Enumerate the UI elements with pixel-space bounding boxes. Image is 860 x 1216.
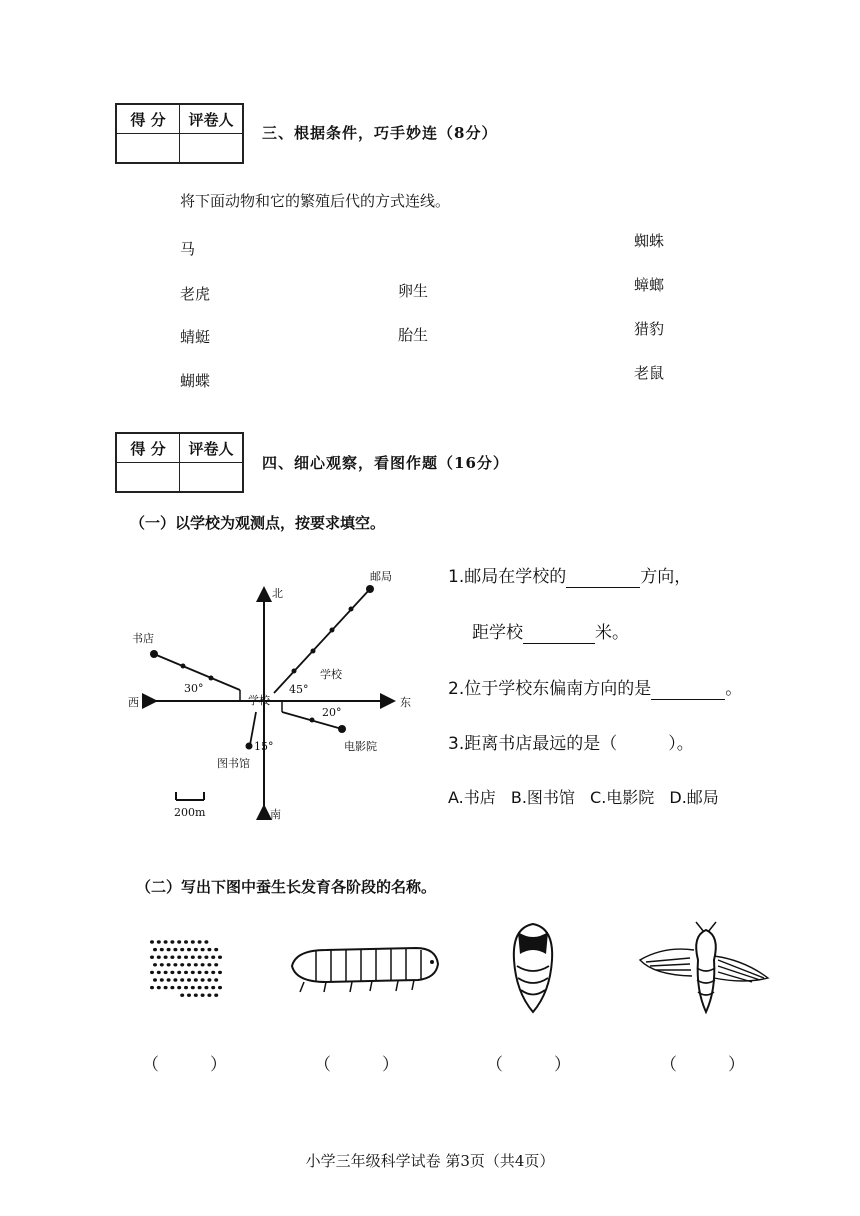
middle-mode: 胎生: [398, 326, 429, 344]
score-label: 得 分: [116, 433, 180, 463]
section4-title: 四、细心观察，看图作题（16分）: [262, 454, 509, 472]
answer-blank-east-south[interactable]: [651, 679, 725, 700]
question-3-options: [448, 785, 719, 808]
part2-heading: （二）写出下图中蚕生长发育各阶段的名称。: [136, 878, 437, 896]
score-cell[interactable]: [116, 463, 180, 493]
pupa-image: [508, 920, 558, 1016]
section3-title: 三、根据条件，巧手妙连（8分）: [262, 124, 498, 142]
label-east: 东: [400, 696, 411, 709]
label-school: 学校: [248, 694, 270, 707]
score-label: 得 分: [116, 104, 180, 134]
option-c[interactable]: C.电影院: [590, 788, 655, 807]
larva-image: [286, 938, 446, 998]
right-animal: 老鼠: [634, 364, 665, 382]
left-animal: 马: [180, 240, 196, 258]
label-cinema: 电影院: [344, 740, 377, 753]
post-office-dot: [366, 585, 374, 593]
score-table-section4: [115, 432, 244, 493]
grader-cell[interactable]: [180, 134, 244, 164]
angle-post: 45°: [289, 683, 309, 696]
right-animal: 蜘蛛: [634, 232, 665, 250]
grader-cell[interactable]: [180, 463, 244, 493]
stage-answer-larva[interactable]: （ ）: [314, 1055, 399, 1075]
moth-image: [634, 920, 774, 1020]
label-north: 北: [272, 587, 283, 600]
option-d[interactable]: D.邮局: [669, 788, 719, 807]
stage-answer-pupa[interactable]: （ ）: [486, 1055, 571, 1075]
option-b[interactable]: B.图书馆: [510, 788, 575, 807]
grader-label: 评卷人: [180, 433, 244, 463]
direction-map: [115, 565, 435, 830]
label-bookstore: 书店: [132, 632, 154, 645]
left-animal: 老虎: [180, 285, 211, 303]
score-table-section3: [115, 103, 244, 164]
page-footer: 小学三年级科学试卷 第3页（共4页）: [305, 1152, 555, 1170]
label-south: 南: [270, 808, 281, 821]
answer-blank-direction[interactable]: [566, 567, 640, 588]
question-1b: 距学校 米。: [472, 623, 629, 643]
cinema-dot: [338, 725, 346, 733]
stage-answer-eggs[interactable]: （ ）: [142, 1055, 227, 1075]
left-animal: 蜻蜓: [180, 328, 211, 346]
right-animal: 蟑螂: [634, 276, 665, 294]
question-1a: 1.邮局在学校的 方向，: [448, 567, 692, 587]
answer-blank-distance[interactable]: [523, 623, 595, 644]
label-school-side: 学校: [320, 668, 342, 681]
bookstore-dot: [150, 650, 158, 658]
stage-answer-moth[interactable]: （ ）: [660, 1055, 745, 1075]
section3-instruction: 将下面动物和它的繁殖后代的方式连线。: [180, 192, 451, 210]
option-a[interactable]: A.书店: [448, 788, 496, 807]
question-2: 2.位于学校东偏南方向的是 。: [448, 679, 743, 699]
score-cell[interactable]: [116, 134, 180, 164]
library-dot: [246, 743, 253, 750]
angle-library: 15°: [254, 740, 274, 753]
label-post-office: 邮局: [370, 570, 392, 583]
scale-label: 200m: [174, 806, 206, 819]
label-west: 西: [128, 696, 139, 709]
question-3: 3.距离书店最远的是（ ）。: [448, 734, 694, 754]
label-library: 图书馆: [217, 757, 250, 770]
right-animal: 猎豹: [634, 320, 665, 338]
eggs-image: [148, 937, 226, 1003]
left-animal: 蝴蝶: [180, 372, 211, 390]
grader-label: 评卷人: [180, 104, 244, 134]
angle-cinema: 20°: [322, 706, 342, 719]
part1-heading: （一）以学校为观测点，按要求填空。: [130, 514, 386, 532]
angle-bookstore: 30°: [184, 682, 204, 695]
middle-mode: 卵生: [398, 282, 429, 300]
